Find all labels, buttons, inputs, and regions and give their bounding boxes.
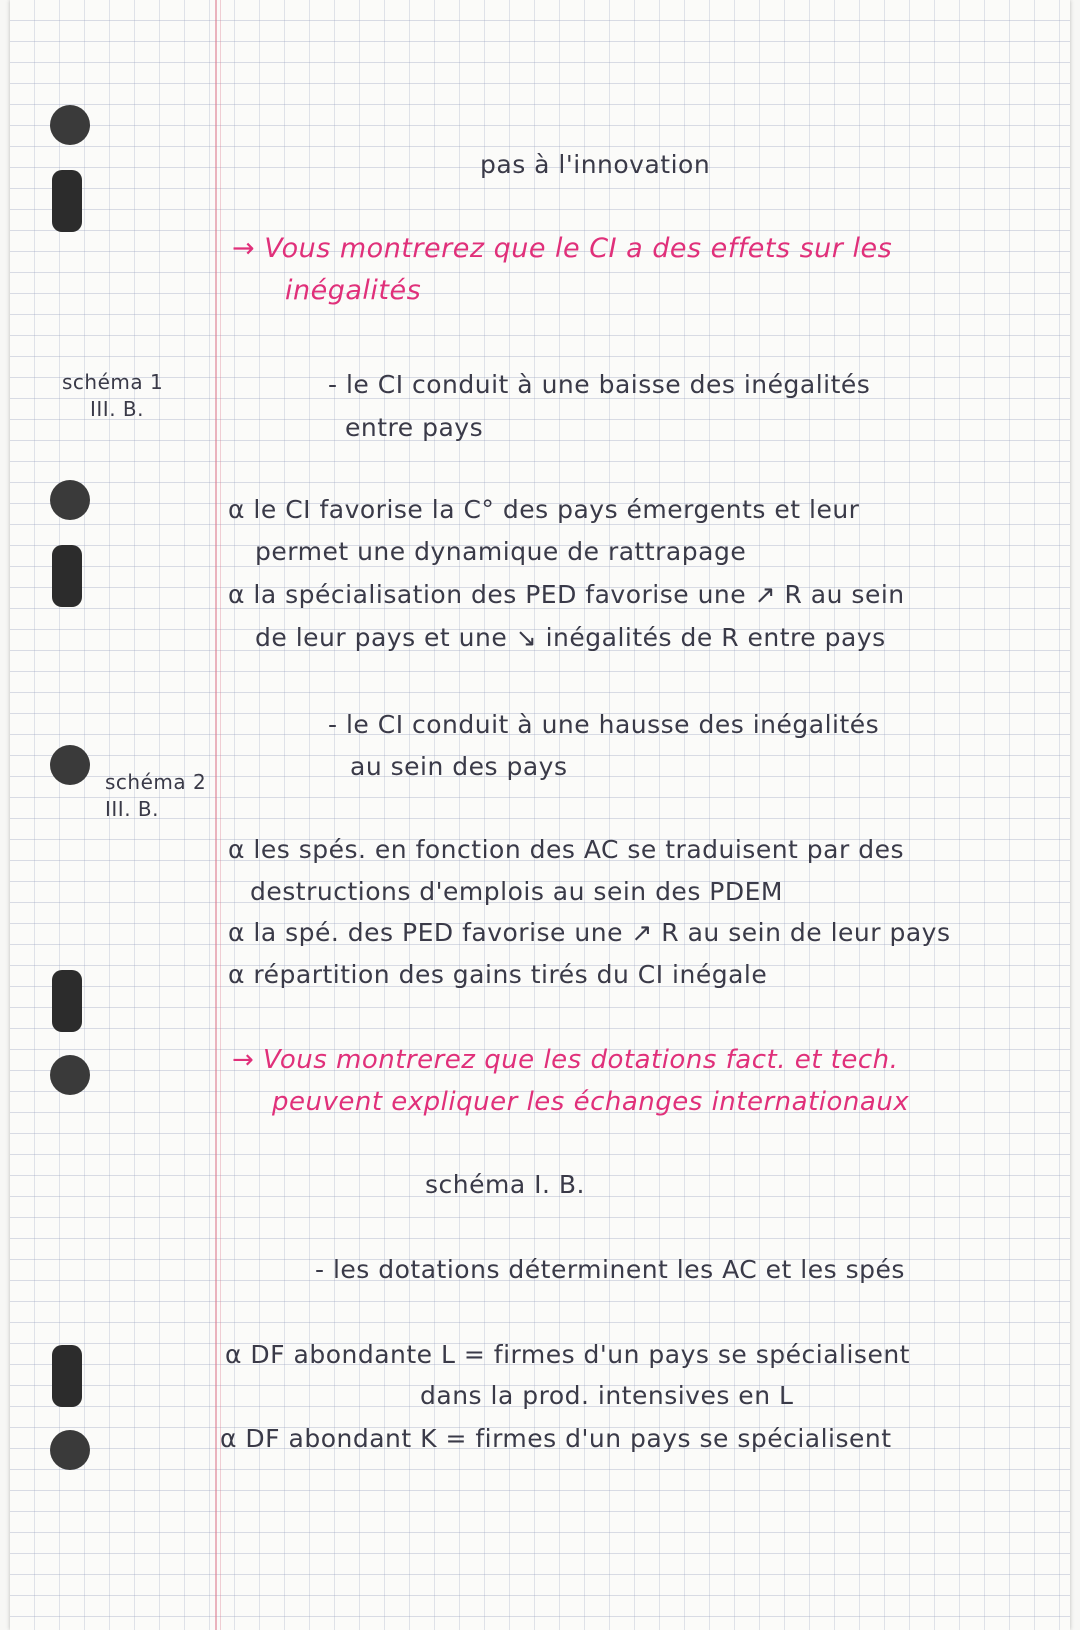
binder-hole: [50, 1430, 90, 1470]
binder-hole: [50, 745, 90, 785]
bullet-2-line-2: de leur pays et une ↘ inégalités de R entre pays: [255, 623, 886, 652]
margin-line-secondary: [220, 0, 221, 1630]
margin-note-schema1-title: schéma 1: [62, 370, 164, 394]
point-1-line-2: entre pays: [345, 413, 484, 442]
heading-2-line-1: → Vous montrerez que les dotations fact. et tech.: [232, 1045, 899, 1075]
point-1-line-1: - le CI conduit à une baisse des inégalités: [328, 370, 871, 399]
bullet-2-line-1: ⍺ la spécialisation des PED favorise une ↗ R au sein: [228, 580, 905, 609]
bullet-6-line-1: ⍺ DF abondante L = firmes d'un pays se spécialisent: [225, 1340, 910, 1369]
margin-line: [215, 0, 217, 1630]
binder-slot: [52, 970, 82, 1032]
heading-2-line-2: peuvent expliquer les échanges internationaux: [272, 1087, 910, 1117]
bullet-4-line-1: ⍺ la spé. des PED favorise une ↗ R au sein de leur pays: [228, 918, 951, 947]
notebook-page: [10, 0, 1070, 1630]
bullet-3-line-2: destructions d'emplois au sein des PDEM: [250, 877, 783, 906]
bullet-6-line-2: dans la prod. intensives en L: [420, 1381, 794, 1410]
bullet-3-line-1: ⍺ les spés. en fonction des AC se traduisent par des: [228, 835, 904, 864]
heading-1-line-1: → Vous montrerez que le CI a des effets sur les: [232, 233, 893, 264]
point-3-line-1: - les dotations déterminent les AC et les spés: [315, 1255, 905, 1284]
binder-slot: [52, 170, 82, 232]
bullet-7-line-1: ⍺ DF abondant K = firmes d'un pays se spécialisent: [220, 1424, 892, 1453]
bullet-5-line-1: ⍺ répartition des gains tirés du CI inégale: [228, 960, 768, 989]
schema-3-ref: schéma I. B.: [425, 1170, 585, 1199]
binder-hole: [50, 480, 90, 520]
heading-1-line-2: inégalités: [285, 275, 422, 306]
binder-slot: [52, 545, 82, 607]
bullet-1-line-2: permet une dynamique de rattrapage: [255, 537, 747, 566]
point-2-line-1: - le CI conduit à une hausse des inégalités: [328, 710, 880, 739]
binder-hole: [50, 105, 90, 145]
margin-note-schema2-ref: III. B.: [105, 797, 159, 821]
margin-note-schema2-title: schéma 2: [105, 770, 207, 794]
margin-note-schema1-ref: III. B.: [90, 397, 144, 421]
binder-slot: [52, 1345, 82, 1407]
binder-hole: [50, 1055, 90, 1095]
bullet-1-line-1: ⍺ le CI favorise la C° des pays émergents et leur: [228, 495, 860, 524]
point-2-line-2: au sein des pays: [350, 752, 568, 781]
line-top: pas à l'innovation: [480, 150, 711, 179]
